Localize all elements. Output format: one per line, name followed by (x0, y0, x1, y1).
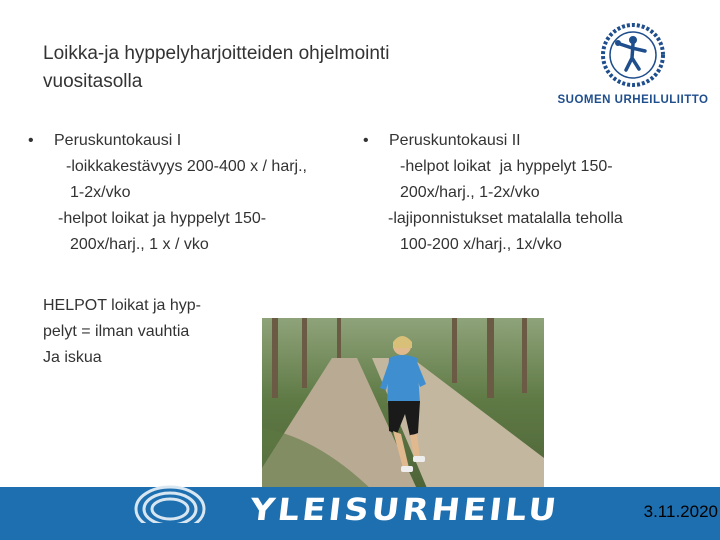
footer-brand: YLEISURHEILU (247, 492, 561, 528)
left-line-1: -loikkakestävyys 200-400 x / harj., (66, 158, 307, 175)
yleisurheilu-rings-icon (130, 483, 210, 523)
note-line-3: Ja iskua (43, 349, 102, 366)
left-line-2: 1-2x/vko (70, 184, 131, 201)
right-line-1: -helpot loikat ja hyppelyt 150- (400, 158, 613, 175)
right-line-4: 100-200 x/harj., 1x/vko (400, 236, 562, 253)
right-heading: Peruskuntokausi II (389, 132, 521, 149)
discus-thrower-emblem-icon (548, 20, 718, 92)
running-woman-photo (262, 318, 544, 500)
footer-bar (0, 487, 720, 540)
left-heading: Peruskuntokausi I (54, 132, 182, 149)
right-line-2: 200x/harj., 1-2x/vko (400, 184, 540, 201)
logo-name: SUOMEN URHEILULIITTO (557, 94, 709, 106)
slide-date: 3.11.2020 (643, 502, 718, 521)
left-line-3: -helpot loikat ja hyppelyt 150- (58, 210, 267, 227)
note-line-2: pelyt = ilman vauhtia (43, 323, 190, 340)
title-line-1: Loikka-ja hyppelyharjoitteiden ohjelmointi (43, 43, 390, 64)
left-line-4: 200x/harj., 1 x / vko (70, 236, 209, 253)
bullet-left: • (28, 132, 34, 149)
note-line-1: HELPOT loikat ja hyp- (43, 297, 201, 314)
right-line-3: -lajiponnistukset matalalla teholla (388, 210, 623, 227)
suomen-urheiluliitto-logo (548, 20, 718, 115)
slide-title (43, 40, 503, 96)
left-column (28, 128, 358, 258)
right-column (363, 128, 693, 258)
title-line-2: vuositasolla (43, 71, 143, 92)
note-text (43, 293, 253, 371)
bullet-right: • (363, 132, 369, 149)
